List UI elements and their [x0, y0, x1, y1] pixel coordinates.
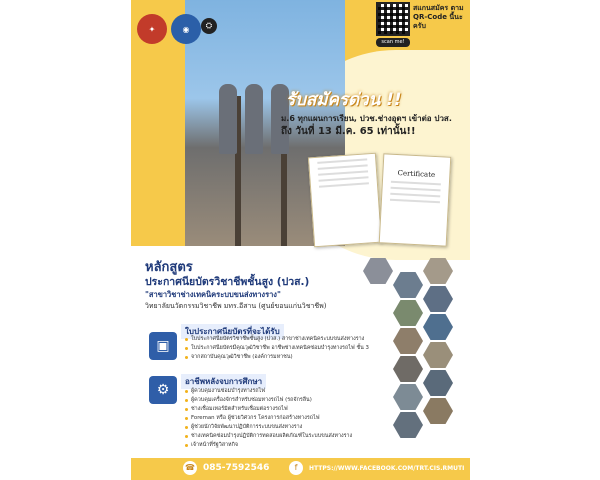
career-item: ผู้ควบคุมงานซ่อมบำรุงทางรถไฟ: [191, 388, 266, 394]
scan-me-label: scan me!: [376, 38, 410, 47]
career-item: ผู้ช่วยนักวิจัยพัฒนาปฏิบัติการระบบขนส่งทางราง: [191, 424, 303, 430]
photo-hex: [393, 384, 423, 410]
college-logo: ◉: [171, 14, 201, 44]
poster: [131, 0, 470, 480]
photo-hex: [423, 314, 453, 340]
certificates-section-title: ใบประกาศนียบัตรที่จะได้รับ: [181, 324, 284, 339]
deadline-text: ถึง วันที่ 13 มี.ค. 65 เท่านั้น!!: [281, 126, 416, 137]
certificate-icon: ▣: [149, 332, 177, 360]
careers-section-title: อาชีพหลังจบการศึกษา: [181, 374, 266, 389]
phone-icon: ☎: [183, 461, 197, 475]
career-item: ผู้ควบคุมเครื่องจักรสำหรับซ่อมทางรถไฟ (รถจักรลีน): [191, 397, 312, 403]
facebook-icon: f: [289, 461, 303, 475]
worker: [245, 84, 263, 154]
career-item: เจ้าหน้าที่รัฐวิสาหกิจ: [191, 442, 239, 448]
course-label: หลักสูตร: [145, 260, 193, 275]
career-item: ช่างเทคนิคซ่อมบำรุงปฏิบัติการทดสอบผลิตภัณฑ์ในระบบขนส่งทางราง: [191, 433, 353, 439]
course-branch: "สาขาวิชาช่างเทคนิคระบบขนส่งทางราง": [145, 290, 281, 299]
certificate-item: จากสถาบันคุณวุฒิวิชาชีพ (องค์การมหาชน): [191, 354, 293, 360]
photo-hex: [393, 272, 423, 298]
photo-hex: [393, 328, 423, 354]
career-item: ช่างเชื่อมเทอร์มิตสำหรับเชื่อมต่อรางรถไฟ: [191, 406, 288, 412]
photo-hex: [363, 258, 393, 284]
photo-hex: [423, 342, 453, 368]
photo-hex: [393, 300, 423, 326]
certificate-item: ใบประกาศนียบัตรวิชาชีพชั้นสูง (ปวส.) สาขาช่างเทคนิคระบบขนส่งทางราง: [191, 336, 365, 342]
rail-logo: ⛭: [201, 18, 217, 34]
photo-hex: [423, 286, 453, 312]
certificate-item: ใบประกาศนียบัตรมีคุณวุฒิวิชาชีพ อาชีพช่างเทคนิคซ่อมบำรุงทางรถไฟ ชั้น 3: [191, 345, 369, 351]
certificate-english: [379, 153, 452, 246]
photo-hex: [393, 412, 423, 438]
qr-instruction: สแกนสมัคร ตาม QR-Code นี้นะครับ: [413, 4, 464, 30]
course-college: วิทยาลัยนวัตกรรมวิชาชีพ มทร.อีสาน (ศูนย์ขอนแก่นวิชาชีพ): [145, 302, 327, 310]
facebook-url[interactable]: HTTPS://WWW.FACEBOOK.COM/TRT.CIS.RMUTI: [309, 465, 465, 472]
photo-hex: [423, 370, 453, 396]
career-icon: ⚙: [149, 376, 177, 404]
certificate-title: Certificate: [397, 169, 436, 180]
qr-code[interactable]: [376, 2, 410, 36]
university-logo: ✦: [137, 14, 167, 44]
course-name: ประกาศนียบัตรวิชาชีพชั้นสูง (ปวส.): [145, 276, 310, 288]
photo-hex: [423, 398, 453, 424]
phone-number[interactable]: 085-7592546: [203, 463, 270, 473]
certificate-thai: [308, 153, 382, 248]
career-item: Foreman หรือ ผู้ช่วยวิศวกร โครงการก่อสร้างทางรถไฟ: [191, 415, 320, 421]
worker: [219, 84, 237, 154]
photo-hex: [393, 356, 423, 382]
headline: รับสมัครด่วน !!: [286, 90, 402, 110]
eligibility-text: ม.6 ทุกแผนการเรียน, ปวช.ช่างอุตฯ เข้าต่อ ปวส.: [281, 114, 452, 123]
photo-hex: [423, 258, 453, 284]
